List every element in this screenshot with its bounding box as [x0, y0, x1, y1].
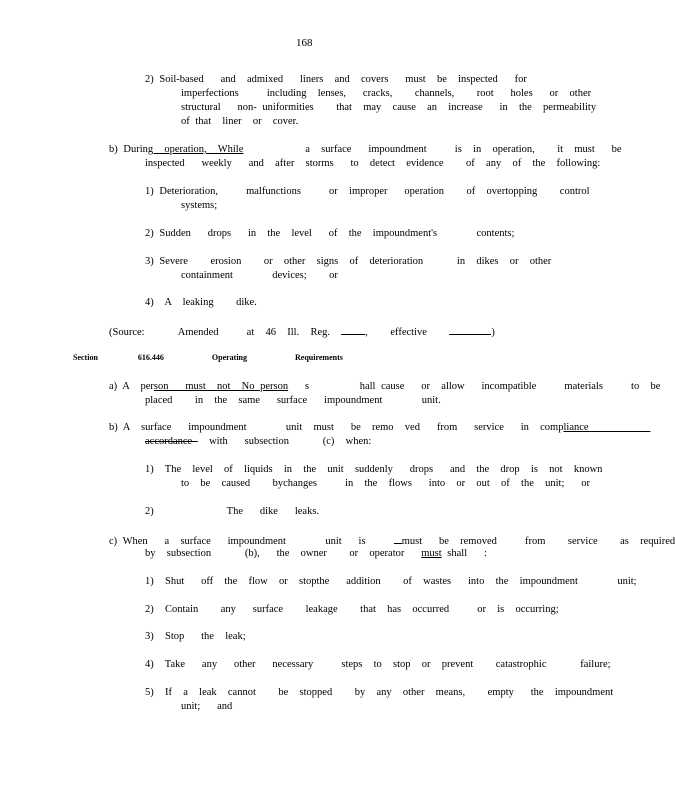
para-b-rest: a surface impoundment is in operation, it must be	[243, 144, 622, 155]
para-b2-struck: accordance	[145, 436, 198, 447]
para-b2-text: b) A surface impoundment unit must be remo ved from service in comp	[109, 422, 564, 433]
para-a-prefix: a) A per	[109, 381, 154, 392]
soil-based-line-1: 2) Soil-based and admixed liners and covers must be inspected for	[145, 74, 527, 85]
para-b2-line-1	[109, 421, 650, 434]
source-comma: ,	[365, 327, 368, 338]
para-a-person: person	[254, 381, 289, 392]
b2-item-2: 2) The dike leaks.	[145, 506, 320, 517]
para-c-l2a: by subsection (b), the owner or operator	[145, 548, 422, 559]
para-c-part-b: must be removed from service as required	[401, 536, 675, 547]
b-item-3-line-2: containment devices; or	[181, 270, 338, 281]
source-blank-reg	[341, 324, 365, 335]
para-b-line-1	[109, 143, 622, 156]
source-text: (Source: Amended at 46 Ill. Reg.	[109, 327, 331, 338]
c-item-1: 1) Shut off the flow or stopthe addition of wastes into the impoundment unit;	[145, 576, 637, 587]
soil-based-line-4: of that liner or cover.	[181, 116, 299, 127]
para-c-line-2	[145, 547, 487, 560]
para-b-line-2: inspected weekly and after storms to detect evidence of any of the following:	[145, 158, 601, 169]
para-a-rest: s hall cause or allow incompatible materials to be	[288, 381, 661, 392]
c-item-5-line-2: unit; and	[181, 701, 233, 712]
c-item-2: 2) Contain any surface leakage that has occurred or is occurring;	[145, 604, 559, 615]
c-item-4: 4) Take any other necessary steps to stop or prevent catastrophic failure;	[145, 659, 611, 670]
para-b-underlined: g operation, While	[147, 144, 244, 155]
para-c-must: must	[421, 548, 442, 559]
b-item-1-line-2: systems;	[181, 200, 218, 211]
soil-based-line-3: structural non- uniformities that may cause an increase in the permeability	[181, 102, 597, 113]
source-note	[109, 324, 495, 339]
section-title: Operating Requirements	[211, 353, 343, 362]
c-item-5-line-1: 5) If a leak cannot be stopped by any other means, empty the impoundment	[145, 687, 614, 698]
b-item-3-line-1: 3) Severe erosion or other signs of deterioration in dikes or other	[145, 256, 552, 267]
page-number: 168	[296, 37, 313, 49]
c-item-3: 3) Stop the leak;	[145, 631, 246, 642]
para-b2-rest: with subsection (c) when:	[197, 436, 372, 447]
source-blank-date	[449, 324, 491, 335]
b-item-4: 4) A leaking dike.	[145, 297, 257, 308]
b-item-2: 2) Sudden drops in the level of the impoundment's contents;	[145, 228, 515, 239]
b-item-1-line-1: 1) Deterioration, malfunctions or improper operation of overtopping control	[145, 186, 590, 197]
source-effective: effective	[390, 327, 427, 338]
para-b2-line-2	[145, 435, 371, 448]
section-number: Section 616.446	[73, 353, 164, 362]
para-a-line-2: placed in the same surface impoundment unit.	[145, 395, 441, 406]
para-c-line-1	[109, 533, 675, 548]
para-c-l2b: shall :	[441, 548, 487, 559]
para-a-line-1	[109, 380, 660, 393]
b2-item-1-line-2: to be caused bychanges in the flows into or out of the unit; or	[181, 478, 590, 489]
para-c-part-a: c) When a surface impoundment unit is	[109, 536, 366, 547]
section-heading	[73, 353, 343, 362]
b2-item-1-line-1: 1) The level of liquids in the unit suddenly drops and the drop is not known	[145, 464, 603, 475]
para-b-prefix: b) Durin	[109, 144, 148, 155]
soil-based-line-2: imperfections including lenses, cracks, channels, root holes or other	[181, 88, 592, 99]
para-a-underlined: son must not No	[153, 381, 255, 392]
para-b2-underlined: liance	[563, 422, 651, 433]
para-c-blank	[394, 533, 402, 544]
source-close: )	[491, 327, 495, 338]
